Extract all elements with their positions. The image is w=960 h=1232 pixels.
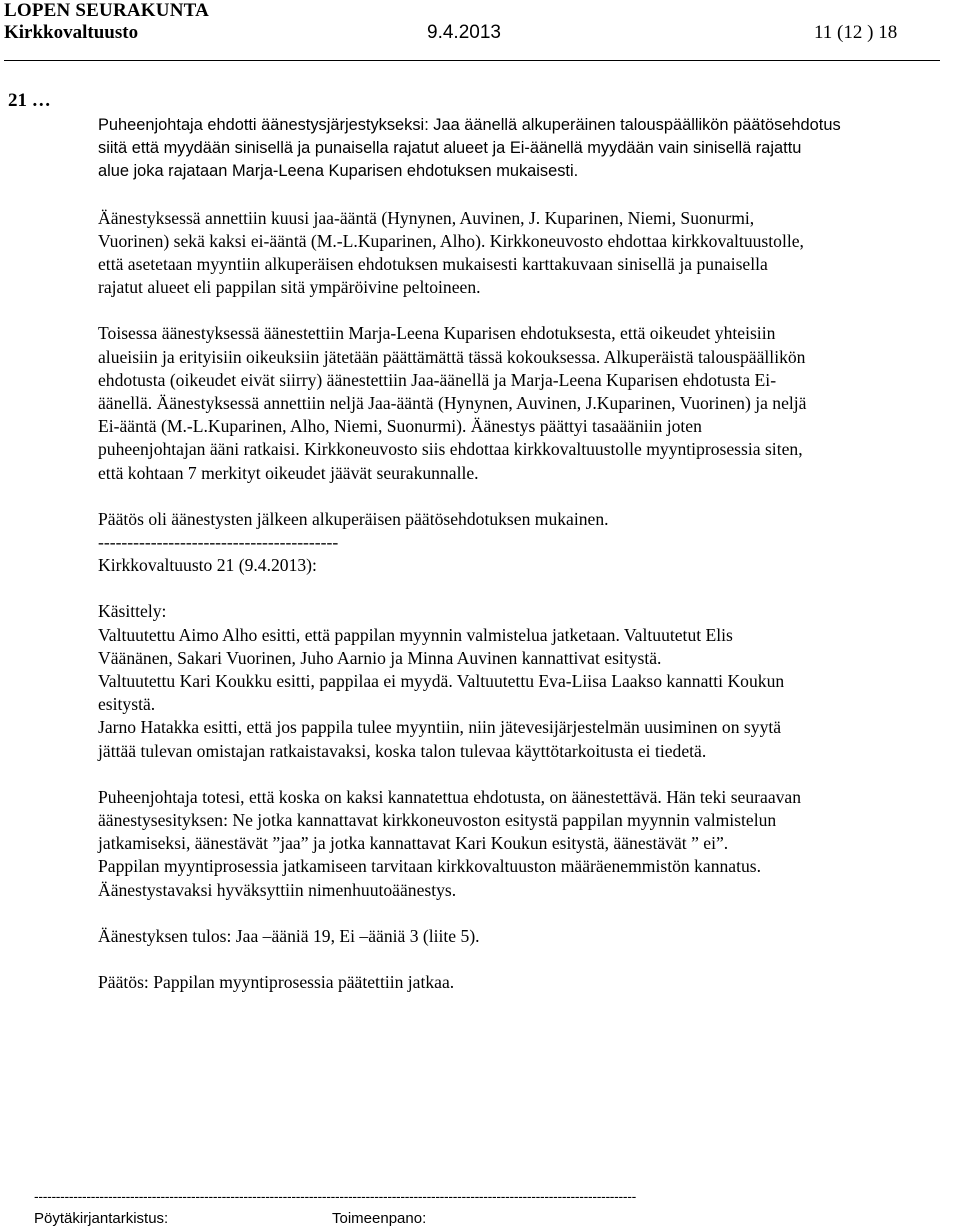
text-line: siitä että myydään sinisellä ja punaisella rajatut alueet ja Ei-äänellä myydään vain sinisellä rajattu	[98, 139, 802, 158]
text-line: Ei-ääntä (M.-L.Kuparinen, Alho, Niemi, Suonurmi). Äänestys päättyi tasaääniin joten	[98, 416, 702, 437]
paragraph-gap	[98, 184, 958, 207]
text-line: Vuorinen) sekä kaksi ei-ääntä (M.-L.Kuparinen, Alho). Kirkkoneuvosto ehdottaa kirkkovaltuustolle,	[98, 230, 804, 251]
meeting-date: 9.4.2013	[427, 22, 501, 43]
text-line: jättää tulevan omistajan ratkaistavaksi, koska talon tulevaa käyttötarkoitusta ei tiedetä.	[98, 740, 707, 761]
text-line: Päätös oli äänestysten jälkeen alkuperäisen päätösehdotuksen mukainen.	[98, 508, 609, 529]
paragraph-gap	[98, 763, 958, 786]
vote-result	[98, 925, 958, 948]
document-body	[98, 114, 958, 994]
text-line: Äänestyksessä annettiin kuusi jaa-ääntä (Hynynen, Auvinen, J. Kuparinen, Niemi, Suonurmi,	[98, 207, 755, 228]
text-line: rajatut alueet eli pappilan sitä ympäröivine peltoineen.	[98, 277, 481, 298]
governing-body: Kirkkovaltuusto	[4, 22, 139, 43]
text-line: Valtuutettu Kari Koukku esitti, pappilaa ei myydä. Valtuutettu Eva-Liisa Laakso kannatti Koukun	[98, 671, 785, 692]
council-reference: Kirkkovaltuusto 21 (9.4.2013):	[98, 555, 317, 576]
paragraph-gap	[98, 577, 958, 600]
text-line: Jarno Hatakka esitti, että jos pappila tulee myyntiin, niin jätevesijärjestelmän uusiminen on syytä	[98, 717, 782, 738]
paragraph-gap	[98, 948, 958, 971]
text-line: Äänestyksen tulos: Jaa –ääniä 19, Ei –ääniä 3 (liite 5).	[98, 925, 480, 946]
paragraph-gap	[98, 485, 958, 508]
voting-proposal-paragraph	[98, 786, 958, 902]
minutes-checker-label: Pöytäkirjantarkistus:	[34, 1210, 169, 1227]
handling-label: Käsittely:	[98, 601, 167, 622]
page-number: 11 (12 ) 18	[814, 22, 898, 43]
section-number: 21 …	[8, 90, 51, 111]
text-line: että kohtaan 7 merkityt oikeudet jäävät seurakunnalle.	[98, 462, 479, 483]
text-line: esitystä.	[98, 694, 156, 715]
text-line: Toisessa äänestyksessä äänestettiin Marja-Leena Kuparisen ehdotuksesta, että oikeudet yhteisiin	[98, 323, 776, 344]
text-line: jatkamiseksi, äänestävät ”jaa” ja jotka kannattavat Kari Koukun esitystä, äänestävät ” ei”.	[98, 833, 729, 854]
paragraph-gap	[98, 902, 958, 925]
organization-name: LOPEN SEURAKUNTA	[4, 0, 210, 21]
text-line: äänellä. Äänestyksessä annettiin neljä Jaa-ääntä (Hynynen, Auvinen, J.Kuparinen, Vuorinen) ja neljä	[98, 393, 807, 414]
final-decision	[98, 971, 958, 994]
first-vote-paragraph	[98, 207, 958, 300]
text-line: Puheenjohtaja totesi, että koska on kaksi kannatettua ehdotusta, on äänestettävä. Hän teki seuraavan	[98, 786, 802, 807]
text-line: alue joka rajataan Marja-Leena Kuparisen ehdotuksen mukaisesti.	[98, 162, 579, 181]
second-vote-paragraph	[98, 322, 958, 484]
footer-divider: ------------------------------------------------------------------------------------------------------------------------------------------	[34, 1188, 636, 1204]
text-line: puheenjohtajan ääni ratkaisi. Kirkkoneuvosto siis ehdottaa kirkkovaltuustolle myyntiprosessia siten,	[98, 439, 803, 460]
text-line: Äänestystavaksi hyväksyttiin nimenhuutoäänestys.	[98, 879, 457, 900]
text-line: Väänänen, Sakari Vuorinen, Juho Aarnio ja Minna Auvinen kannattivat esitystä.	[98, 647, 662, 668]
text-line: Pappilan myyntiprosessia jatkamiseen tarvitaan kirkkovaltuuston määräenemmistön kannatus.	[98, 856, 762, 877]
text-line: että asetetaan myyntiin alkuperäisen ehdotuksen mukaisesti karttakuvaan sinisellä ja punaisella	[98, 254, 768, 275]
paragraph-gap	[98, 299, 958, 322]
handling-paragraph	[98, 600, 958, 762]
text-line: Päätös: Pappilan myyntiprosessia päätettiin jatkaa.	[98, 972, 455, 993]
separator-line: -----------------------------------------	[98, 532, 339, 553]
header-divider	[4, 60, 940, 61]
decision-summary	[98, 508, 958, 578]
execution-label: Toimeenpano:	[332, 1210, 427, 1227]
text-line: Puheenjohtaja ehdotti äänestysjärjestykseksi: Jaa äänellä alkuperäinen talouspäällikön päätösehdotus	[98, 116, 841, 134]
text-line: äänestysesityksen: Ne jotka kannattavat kirkkoneuvoston esitystä pappilan myynnin valmistelun	[98, 810, 777, 831]
voting-order-paragraph	[98, 114, 958, 184]
text-line: Valtuutettu Aimo Alho esitti, että pappilan myynnin valmistelua jatketaan. Valtuutetut Elis	[98, 624, 733, 645]
text-line: ehdotusta (oikeudet eivät siirry) äänestettiin Jaa-äänellä ja Marja-Leena Kuparisen ehdotusta Ei-	[98, 369, 777, 390]
text-line: alueisiin ja erityisiin oikeuksiin jätetään päättämättä tässä kokouksessa. Alkuperäistä talouspäällikön	[98, 346, 806, 367]
